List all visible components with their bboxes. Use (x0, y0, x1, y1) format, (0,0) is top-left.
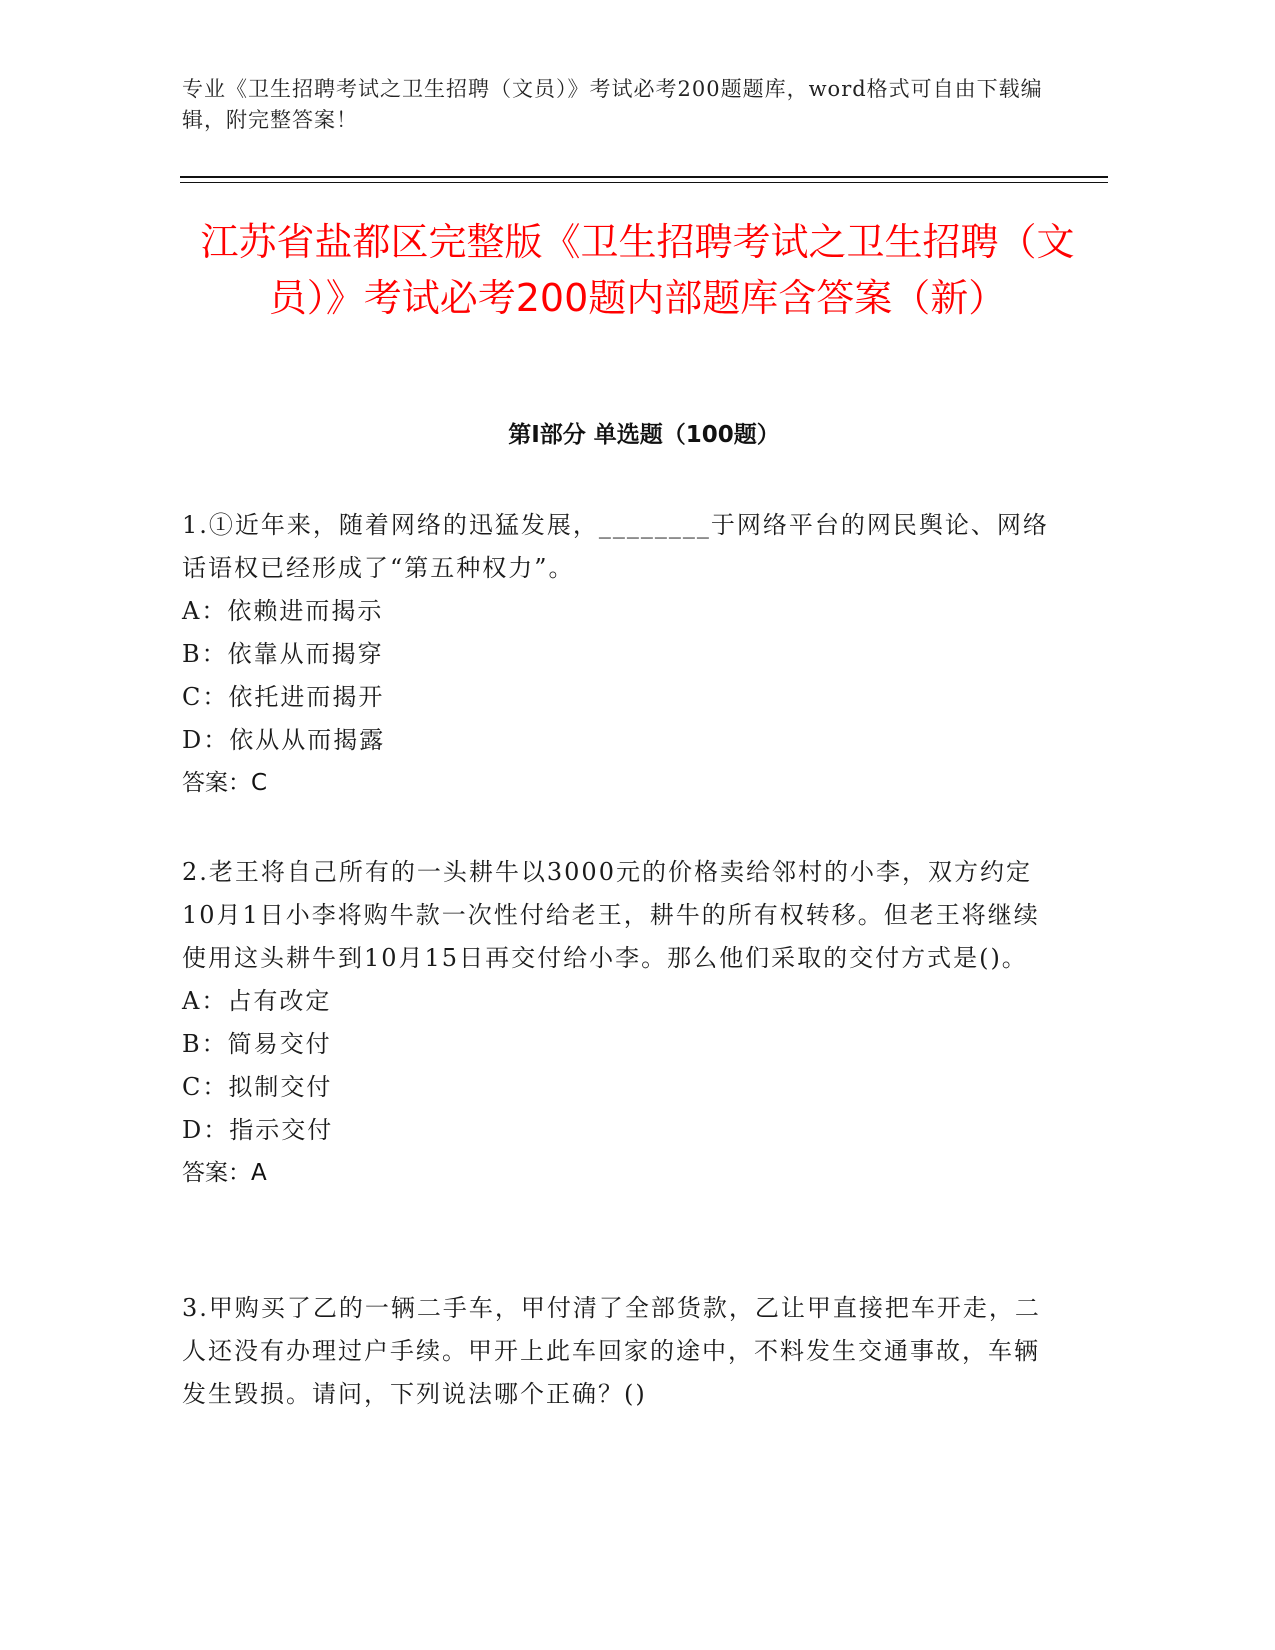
option-d: D：指示交付 (182, 1116, 334, 1144)
option-a: A：依赖进而揭示 (182, 597, 384, 625)
question-stem: 2.老王将自己所有的一头耕牛以3000元的价格卖给邻村的小李，双方约定10月1日小李将购牛款一次性付给老王，耕牛的所有权转移。但老王将继续使用这头耕牛到10月15日再交付给小李。那么他们采取的交付方式是()。 (182, 858, 1040, 972)
option-b: B：依靠从而揭穿 (182, 640, 384, 668)
question-1 (182, 504, 1062, 805)
question-2 (182, 851, 1062, 1195)
answer-line: 答案：C (182, 770, 268, 796)
option-c: C：拟制交付 (182, 1073, 333, 1101)
header-divider-thick (180, 176, 1108, 178)
question-stem: 3.甲购买了乙的一辆二手车，甲付清了全部货款，乙让甲直接把车开走，二人还没有办理过户手续。甲开上此车回家的途中，不料发生交通事故，车辆发生毁损。请问，下列说法哪个正确？() (182, 1294, 1041, 1408)
question-stem: 1.①近年来，随着网络的迅猛发展，________于网络平台的网民舆论、网络话语权已经形成了“第五种权力”。 (182, 511, 1049, 582)
option-c: C：依托进而揭开 (182, 683, 385, 711)
option-b: B：简易交付 (182, 1030, 332, 1058)
answer-line: 答案：A (182, 1160, 267, 1186)
option-a: A：占有改定 (182, 987, 332, 1015)
document-title: 江苏省盐都区完整版《卫生招聘考试之卫生招聘（文员）》考试必考200题内部题库含答案（新） (200, 220, 1075, 320)
header-divider-thin (180, 182, 1108, 183)
section-heading: 第I部分 单选题（100题） (508, 422, 780, 448)
question-3 (182, 1287, 1062, 1416)
header-note: 专业《卫生招聘考试之卫生招聘（文员）》考试必考200题题库，word格式可自由下载编辑，附完整答案！ (182, 77, 1043, 132)
option-d: D：依从从而揭露 (182, 726, 386, 754)
